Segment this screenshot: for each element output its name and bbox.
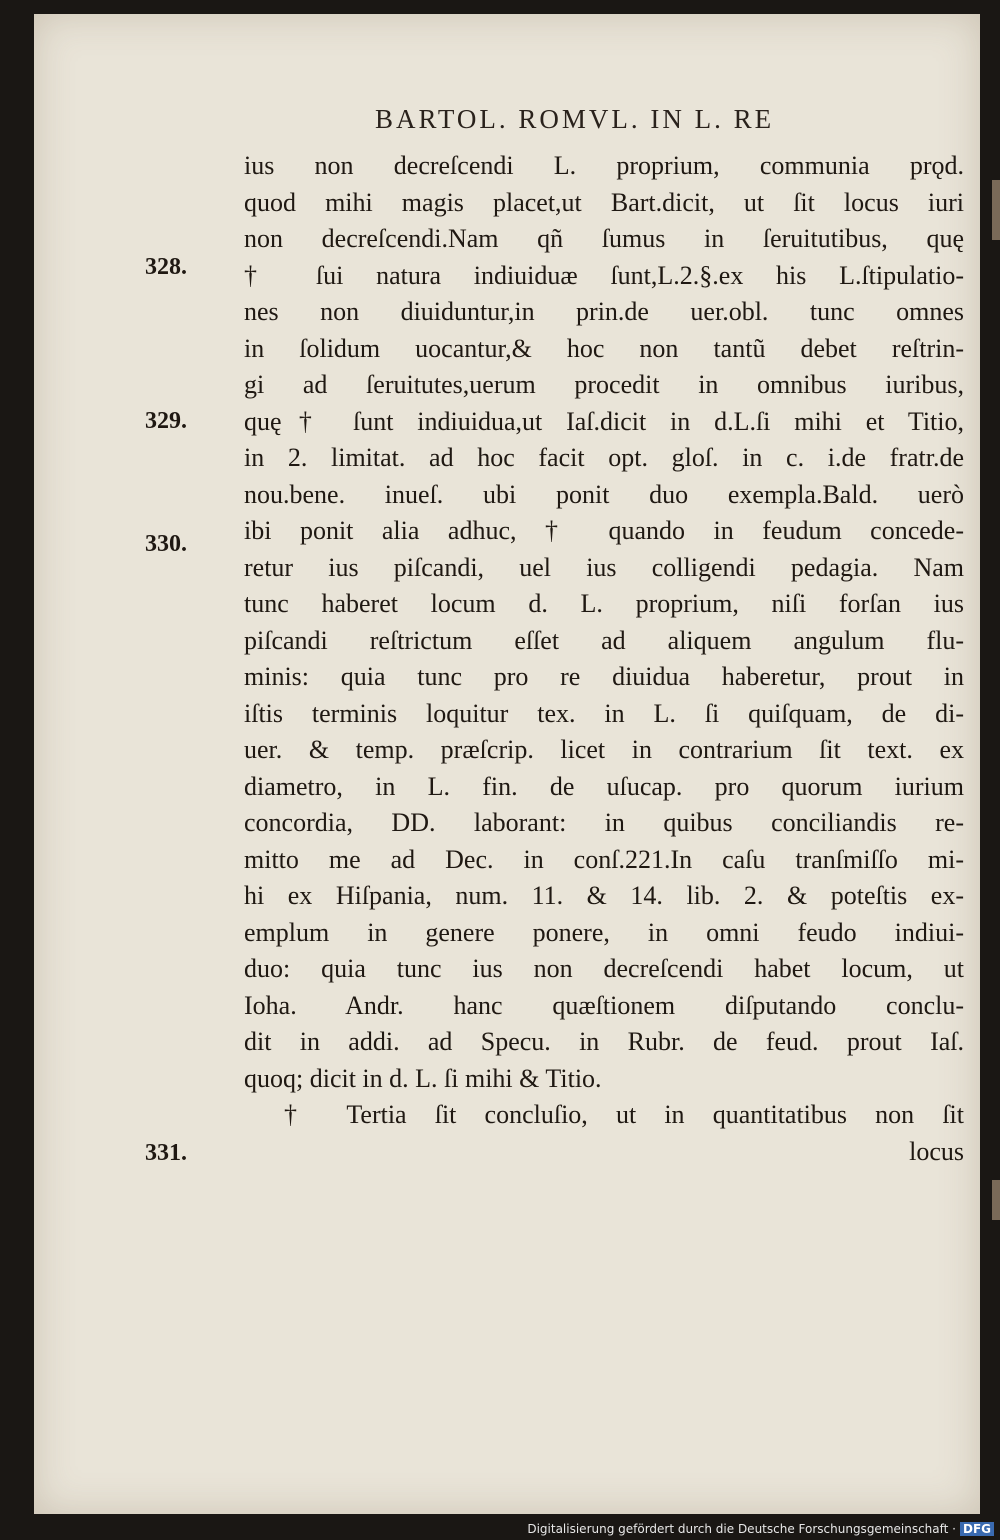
catchword: locus xyxy=(909,1136,964,1166)
credit-text: Digitalisierung gefördert durch die Deutsche Forschungsgemeinschaft · xyxy=(527,1522,956,1536)
text-line: nou.bene. inueſ. ubi ponit duo exempla.Bald. uerò xyxy=(244,479,964,509)
text-line: nes non diuiduntur,in prin.de uer.obl. tunc omnes xyxy=(244,297,964,326)
text-line: non decreſcendi.Nam qñ ſumus in ſeruitutibus, quę xyxy=(244,224,964,253)
text-line: ius non decreſcendi L. proprium, communia prǫd. xyxy=(244,151,964,180)
text-line: concordia, DD. laborant: in quibus conciliandis re- xyxy=(244,808,964,837)
body-text xyxy=(244,148,964,1170)
text-line: quod mihi magis placet,ut Bart.dicit, ut ſit locus iuri xyxy=(244,187,964,217)
text-line: tunc haberet locum d. L. proprium, niſi forſan ius xyxy=(244,589,964,618)
text-line: hi ex Hiſpania, num. 11. & 14. lib. 2. & poteſtis ex- xyxy=(244,881,964,910)
text-line: ibi ponit alia adhuc, † quando in feudum concede- xyxy=(244,516,964,545)
text-line: Ioha. Andr. hanc quæſtionem diſputando conclu- xyxy=(244,990,964,1020)
running-header: BARTOL. ROMVL. IN L. RE xyxy=(375,104,775,134)
margin-number-330: 330. xyxy=(145,531,187,557)
margin-number-328: 328. xyxy=(145,254,187,280)
text-line: quę† ſunt indiuidua,ut Iaſ.dicit in d.L.ſi mihi et Titio, xyxy=(244,406,964,436)
text-line: † ſui natura indiuiduæ ſunt,L.2.§.ex his L.ſtipulatio- xyxy=(244,260,964,290)
text-line: duo: quia tunc ius non decreſcendi habet locum, ut xyxy=(244,954,964,983)
text-line: diametro, in L. fin. de uſucap. pro quorum iurium xyxy=(244,771,964,801)
digitization-credit xyxy=(527,1522,994,1536)
text-line: piſcandi reſtrictum eſſet ad aliquem angulum flu- xyxy=(244,625,964,655)
margin-number-329: 329. xyxy=(145,408,187,434)
text-line: in 2. limitat. ad hoc facit opt. gloſ. in c. i.de fratr.de xyxy=(244,443,964,472)
text-line: † Tertia ſit concluſio, ut in quantitatibus non ſit xyxy=(284,1100,964,1129)
text-line: dit in addi. ad Specu. in Rubr. de feud. prout Iaſ. xyxy=(244,1027,964,1056)
text-line: retur ius piſcandi, uel ius colligendi pedagia. Nam xyxy=(244,552,964,582)
page-edge-mark xyxy=(992,180,1000,240)
text-line: gi ad ſeruitutes,uerum procedit in omnibus iuribus, xyxy=(244,370,964,399)
margin-number-331: 331. xyxy=(145,1140,187,1166)
text-line: mitto me ad Dec. in conſ.221.In caſu tranſmiſſo mi- xyxy=(244,844,964,874)
page-edge-mark xyxy=(992,1180,1000,1220)
text-line: in ſolidum uocantur,& hoc non tantũ debet reſtrin- xyxy=(244,333,964,363)
text-line: quoq; dicit in d. L. ſi mihi & Titio. xyxy=(244,1063,602,1093)
dfg-logo: DFG xyxy=(960,1522,994,1536)
text-line: uer. & temp. præſcrip. licet in contrarium ſit text. ex xyxy=(244,735,964,764)
text-line: minis: quia tunc pro re diuidua haberetur, prout in xyxy=(244,662,964,691)
text-line: iſtis terminis loquitur tex. in L. ſi quiſquam, de di- xyxy=(244,698,964,728)
text-line: emplum in genere ponere, in omni feudo indiui- xyxy=(244,917,964,947)
